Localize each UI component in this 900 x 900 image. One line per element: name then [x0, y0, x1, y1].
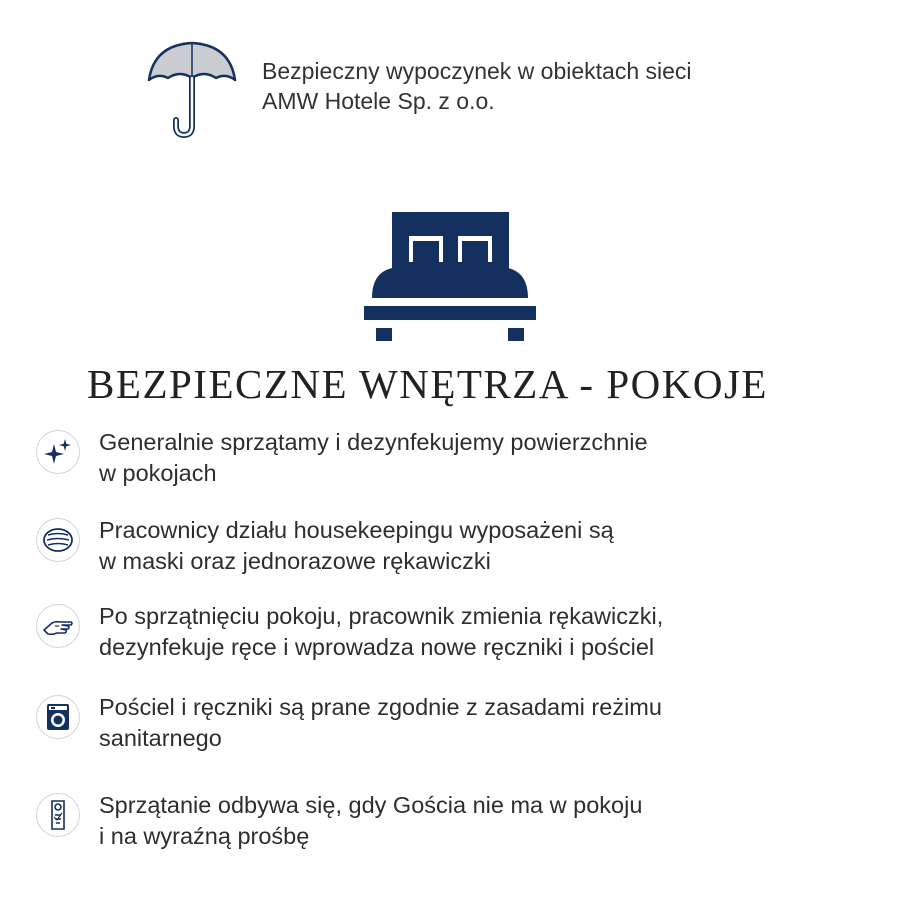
item-line-1: Pracownicy działu housekeepingu wyposażeni są [99, 517, 614, 543]
door-hanger-icon [36, 793, 80, 837]
glove-hand-icon [36, 604, 80, 648]
item-line-1: Po sprzątnięciu pokoju, pracownik zmienia rękawiczki, [99, 603, 664, 629]
header-text [262, 56, 692, 116]
sparkles-icon [36, 430, 80, 474]
item-text [99, 427, 648, 489]
item-line-2: dezynfekuje ręce i wprowadza nowe ręczniki i pościel [99, 634, 655, 660]
item-line-2: i na wyraźną prośbę [99, 823, 310, 849]
item-text [99, 515, 614, 577]
list-item [36, 518, 866, 588]
item-text [99, 601, 663, 663]
item-line-2: sanitarnego [99, 725, 222, 751]
list-item [36, 695, 866, 765]
header-line-1: Bezpieczny wypoczynek w obiektach sieci [262, 58, 692, 84]
item-line-1: Pościel i ręczniki są prane zgodnie z zasadami reżimu [99, 694, 662, 720]
bed-icon [364, 212, 536, 342]
item-text [99, 692, 662, 754]
list-item [36, 604, 866, 674]
list-item [36, 430, 866, 500]
item-text [99, 790, 642, 852]
item-line-1: Sprzątanie odbywa się, gdy Gościa nie ma w pokoju [99, 792, 643, 818]
item-line-1: Generalnie sprzątamy i dezynfekujemy powierzchnie [99, 429, 648, 455]
washing-machine-icon [36, 695, 80, 739]
mask-icon [36, 518, 80, 562]
list-item [36, 793, 866, 863]
page-title: BEZPIECZNE WNĘTRZA - POKOJE [87, 361, 768, 407]
header-line-2: AMW Hotele Sp. z o.o. [262, 88, 495, 114]
item-line-2: w maski oraz jednorazowe rękawiczki [99, 548, 491, 574]
item-line-2: w pokojach [99, 460, 217, 486]
umbrella-icon [146, 40, 238, 140]
